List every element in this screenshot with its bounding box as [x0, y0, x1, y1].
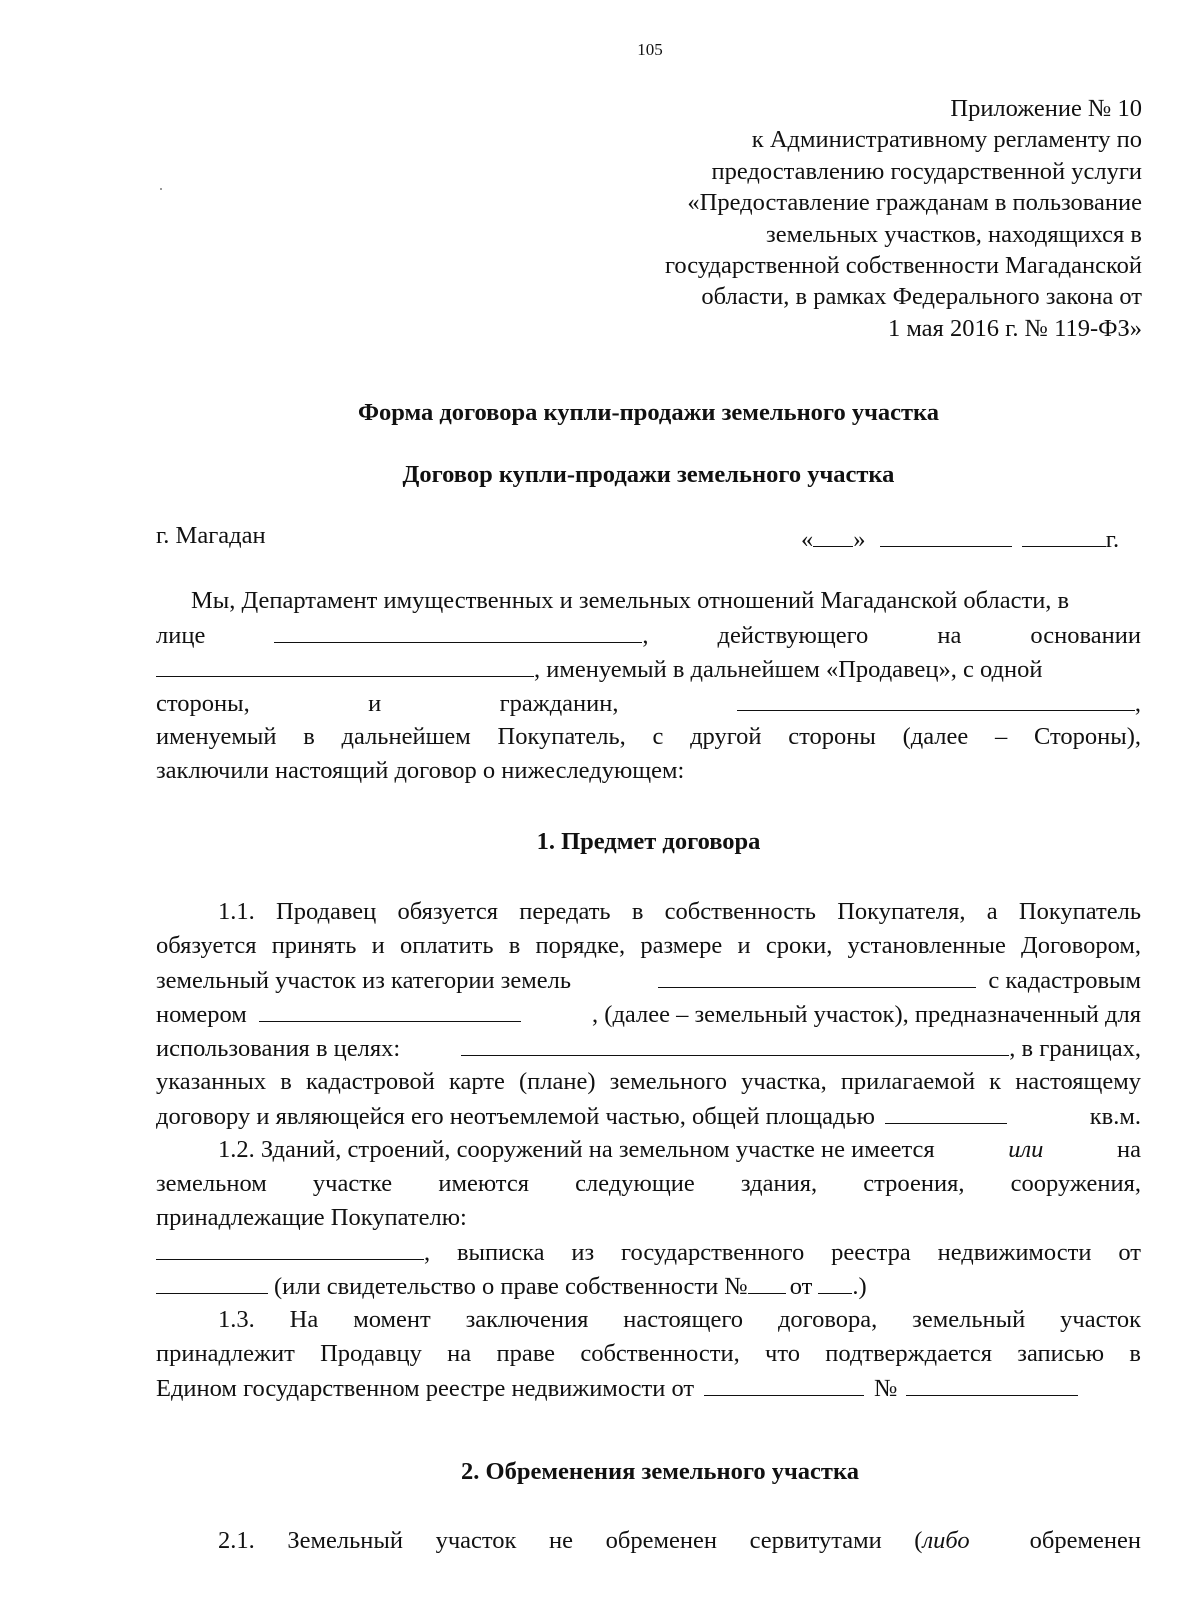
scan-speck — [160, 188, 162, 190]
text: и — [368, 690, 382, 717]
section-1-heading: 1. Предмет договора — [536, 828, 761, 855]
clause-line — [156, 963, 1141, 997]
text: № — [874, 1375, 898, 1402]
text: , выписка из государственного реестра недвижимости от — [424, 1239, 1141, 1266]
clause-line — [156, 1371, 1141, 1405]
clause-line: 1.1. Продавец обязуется передать в собственность Покупателя, а Покупатель — [218, 898, 1141, 925]
text: (или свидетельство о праве собственности № — [274, 1273, 748, 1300]
year-blank[interactable] — [1022, 522, 1106, 547]
appendix-line: Приложение № 10 — [950, 95, 1142, 122]
appendix-line: государственной собственности Магаданской — [664, 252, 1142, 280]
section-1-body — [156, 895, 1141, 1405]
intro-line — [156, 652, 1141, 686]
day-blank[interactable] — [813, 522, 853, 547]
intro-paragraph — [156, 584, 1141, 788]
text: на — [937, 622, 962, 649]
month-blank[interactable] — [880, 522, 1012, 547]
appendix-line: земельных участков, находящихся в — [766, 220, 1142, 248]
purpose-blank[interactable] — [461, 1031, 1009, 1056]
text: земельный участок из категории земель — [156, 967, 572, 994]
clause-line: принадлежащие Покупателю: — [156, 1204, 467, 1231]
text: лице — [156, 622, 206, 649]
appendix-line: 1 мая 2016 г. № 119-ФЗ» — [887, 314, 1142, 342]
contract-title: Договор купли-продажи земельного участка — [402, 461, 895, 488]
representative-blank[interactable] — [274, 618, 642, 643]
clause-line: обязуется принять и оплатить в порядке, размере и сроки, установленные Договором, — [156, 932, 1141, 959]
contract-date — [801, 522, 1119, 554]
area-blank[interactable] — [885, 1099, 1007, 1124]
text: кв.м. — [1089, 1103, 1141, 1130]
clause-line — [156, 997, 1141, 1031]
text: на — [1117, 1136, 1141, 1163]
clause-line — [156, 1031, 1141, 1065]
text: Едином государственном реестре недвижимости от — [156, 1375, 695, 1402]
clause-line: указанных в кадастровой карте (плане) земельного участка, прилагаемой к настоящему — [156, 1068, 1141, 1095]
appendix-note — [665, 93, 1142, 344]
text: договору и являющейся его неотъемлемой частью, общей площадью — [156, 1103, 875, 1130]
appendix-line: к Административному регламенту по — [751, 126, 1142, 154]
appendix-line: «Предоставление гражданам в пользование — [687, 189, 1142, 217]
text: с кадастровым — [988, 967, 1141, 994]
text: обременен — [1029, 1527, 1141, 1554]
cadastral-number-blank[interactable] — [259, 997, 521, 1022]
text: 2.1. Земельный участок не обременен сервитутами ( — [218, 1527, 923, 1554]
text: , — [1134, 690, 1141, 717]
clause-line — [156, 1133, 1141, 1167]
intro-line — [156, 686, 1141, 720]
appendix-line: области, в рамках Федерального закона от — [701, 283, 1142, 311]
clause-line: земельном участке имеются следующие здания, строения, сооружения, — [156, 1170, 1141, 1197]
land-category-blank[interactable] — [658, 963, 976, 988]
appendix-line: предоставлению государственной услуги — [711, 157, 1142, 185]
text: от — [789, 1273, 813, 1300]
certificate-date-blank[interactable] — [818, 1269, 852, 1294]
clause-line — [156, 1099, 1141, 1133]
clause-line: 1.3. На момент заключения настоящего договора, земельный участок — [218, 1306, 1141, 1333]
date-quote-close: » — [853, 526, 866, 553]
text: , (далее – земельный участок), предназначенный для — [592, 1001, 1141, 1028]
text: гражданин, — [499, 690, 619, 717]
registry-number-blank[interactable] — [906, 1371, 1078, 1396]
text: номером — [156, 1001, 247, 1028]
text: стороны, — [156, 690, 250, 717]
date-quote-open: « — [801, 526, 814, 553]
intro-line: именуемый в дальнейшем Покупатель, с другой стороны (далее – Стороны), — [156, 723, 1141, 750]
text: , в границах, — [1009, 1035, 1141, 1062]
clause-line — [156, 1524, 1141, 1558]
text: или — [1008, 1136, 1044, 1163]
intro-line: Мы, Департамент имущественных и земельных отношений Магаданской области, в — [191, 587, 1070, 614]
form-title: Форма договора купли-продажи земельного участка — [357, 399, 940, 426]
clause-line — [156, 1235, 1141, 1269]
clause-line — [156, 1269, 1141, 1303]
page-number: 105 — [637, 40, 663, 59]
registry-date-blank[interactable] — [704, 1371, 864, 1396]
year-suffix: г. — [1105, 526, 1120, 553]
extract-date-blank[interactable] — [156, 1269, 268, 1294]
text: либо — [922, 1527, 970, 1554]
section-2-heading: 2. Обременения земельного участка — [461, 1458, 859, 1485]
buildings-blank[interactable] — [156, 1235, 424, 1260]
text: 1.2. Зданий, строений, сооружений на земельном участке не имеется — [218, 1136, 935, 1163]
basis-blank[interactable] — [156, 652, 534, 677]
section-2-body — [156, 1524, 1141, 1558]
text: использования в целях: — [156, 1035, 401, 1062]
intro-line: заключили настоящий договор о нижеследующем: — [156, 757, 685, 784]
text: , — [642, 622, 649, 649]
text: действующего — [717, 622, 869, 649]
citizen-blank[interactable] — [737, 686, 1135, 711]
city: г. Магадан — [156, 522, 266, 549]
intro-line — [156, 618, 1141, 652]
text: , именуемый в дальнейшем «Продавец», с одной — [534, 656, 1043, 683]
certificate-number-blank[interactable] — [748, 1269, 786, 1294]
text: основании — [1030, 622, 1141, 649]
clause-line: принадлежит Продавцу на праве собственности, что подтверждается записью в — [156, 1340, 1141, 1367]
text: .) — [852, 1273, 867, 1300]
